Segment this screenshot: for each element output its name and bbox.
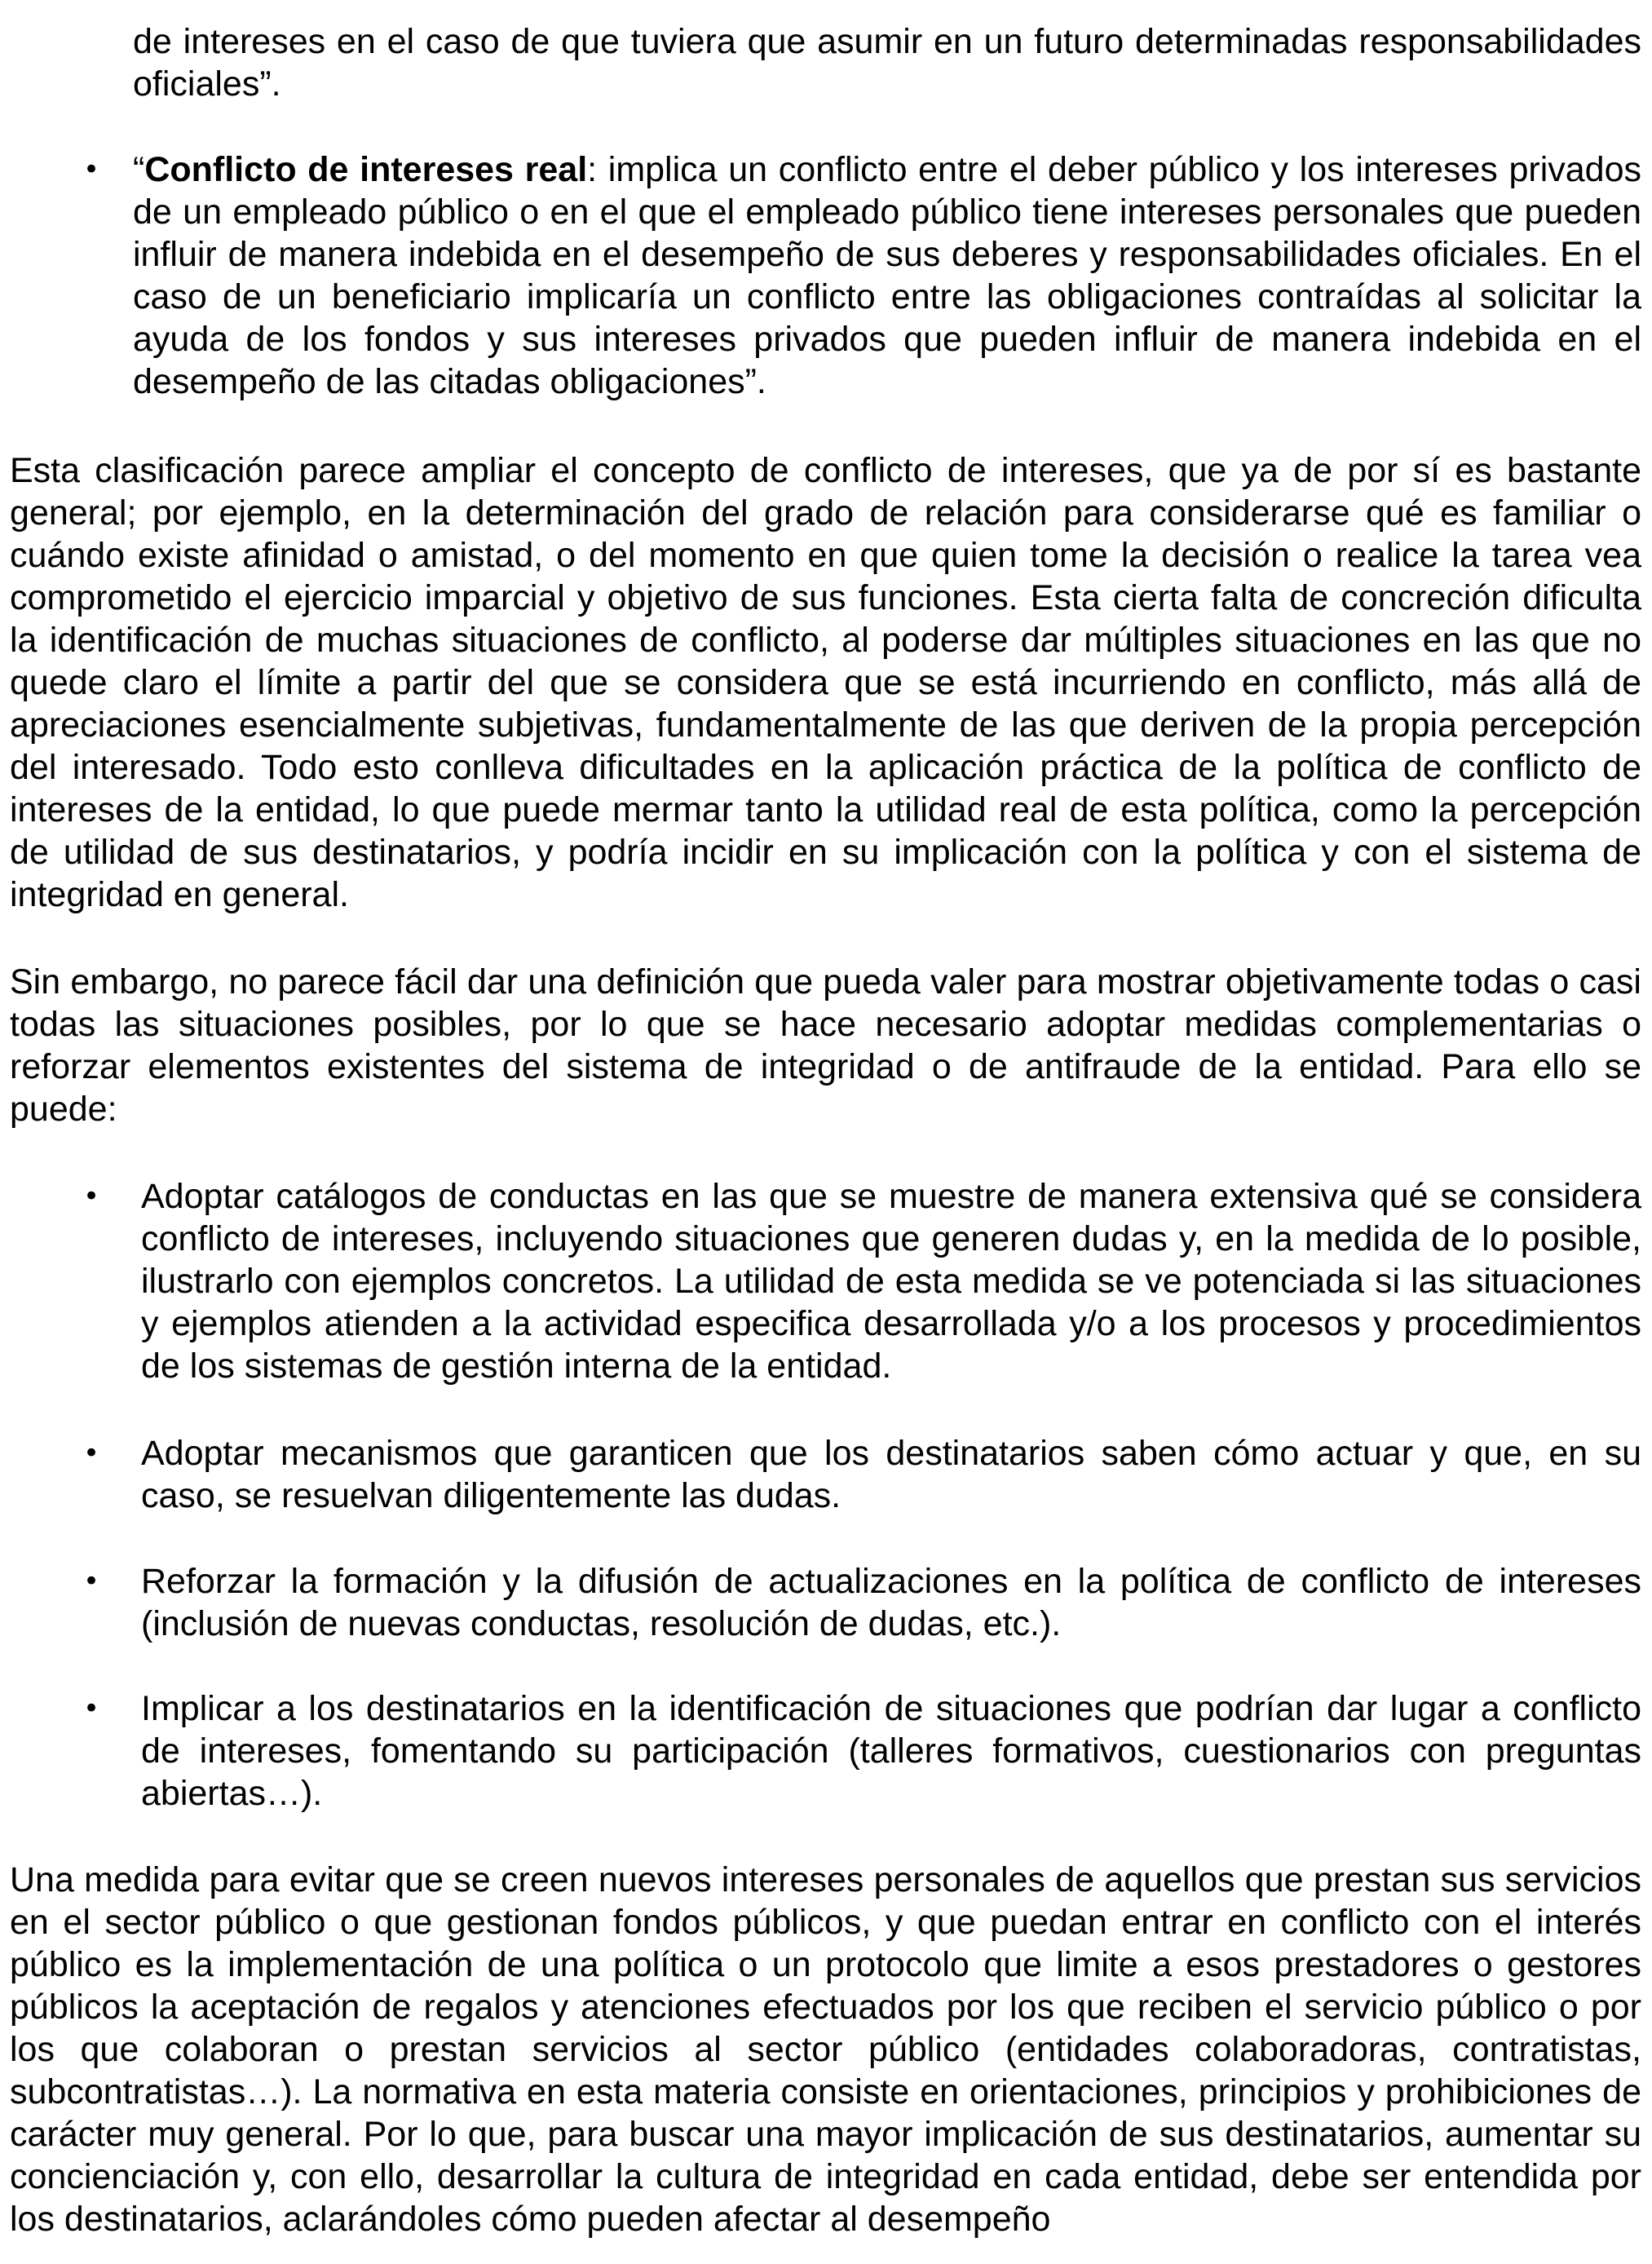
definition-term: Conflicto de intereses real: [144, 150, 588, 189]
measure-item-catalogos: Adoptar catálogos de conductas en las que se muestre de manera extensiva qué se considera conflicto de intereses, incluyendo situaciones que generen dudas y, en la medida de lo posible, ilustrarlo con ejemplos concretos. La utilidad de esta medida se ve potenciada si las situaciones y ejemplos atienden a la actividad especifica desarrollada y/o a los procesos y procedimientos de los sistemas de gestión interna de la entidad.: [141, 1177, 1641, 1386]
open-quote: “: [133, 150, 145, 189]
bullet-icon: •: [83, 1692, 100, 1725]
definition-conflicto-real: [133, 148, 1641, 403]
measure-item-implicar: Implicar a los destinatarios en la identificación de situaciones que podrían dar lugar a conflicto de intereses, fomentando su participación (talleres formativos, cuestionarios con preguntas abiertas…).: [141, 1689, 1641, 1813]
definition-text: : implica un conflicto entre el deber público y los intereses privados de un empleado público o en el que el empleado público tiene intereses personales que pueden influir de manera indebida en el desempeño de sus deberes y responsabilidades oficiales. En el caso de un beneficiario implicaría un conflicto entre las obligaciones contraídas al solicitar la ayuda de los fondos y sus intereses privados que pueden influir de manera indebida en el desempeño de las citadas obligaciones”.: [133, 150, 1641, 401]
bullet-icon: •: [83, 1437, 100, 1470]
paragraph-una-medida: Una medida para evitar que se creen nuevos intereses personales de aquellos que prestan sus servicios en el sector público o que gestionan fondos públicos, y que puedan entrar en conflicto con el interés público es la implementación de una política o un protocolo que limite a esos prestadores o gestores públicos la aceptación de regalos y atenciones efectuados por los que reciben el servicio público o por los que colaboran o prestan servicios al sector público (entidades colaboradoras, contratistas, subcontratistas…). La normativa en esta materia consiste en orientaciones, principios y prohibiciones de carácter muy general. Por lo que, para buscar una mayor implicación de sus destinatarios, aumentar su concienciación y, con ello, desarrollar la cultura de integridad en cada entidad, debe ser entendida por los destinatarios, aclarándoles cómo pueden afectar al desempeño: [10, 1860, 1641, 2239]
paragraph-clasificacion: Esta clasificación parece ampliar el concepto de conflicto de intereses, que ya de por sí es bastante general; por ejemplo, en la determinación del grado de relación para considerarse qué es familiar o cuándo existe afinidad o amistad, o del momento en que quien tome la decisión o realice la tarea vea comprometido el ejercicio imparcial y objetivo de sus funciones. Esta cierta falta de concreción dificulta la identificación de muchas situaciones de conflicto, al poderse dar múltiples situaciones en las que no quede claro el límite a partir del que se considera que se está incurriendo en conflicto, más allá de apreciaciones esencialmente subjetivas, fundamentalmente de las que deriven de la propia percepción del interesado. Todo esto conlleva dificultades en la aplicación práctica de la política de conflicto de intereses de la entidad, lo que puede mermar tanto la utilidad real de esta política, como la percepción de utilidad de sus destinatarios, y podría incidir en su implicación con la política y con el sistema de integridad en general.: [10, 451, 1641, 914]
measure-item-formacion: Reforzar la formación y la difusión de actualizaciones en la política de conflicto de intereses (inclusión de nuevas conductas, resolución de dudas, etc.).: [141, 1562, 1641, 1643]
bullet-icon: •: [83, 153, 100, 186]
continuation-text: de intereses en el caso de que tuviera que asumir en un futuro determinadas responsabilidades oficiales”.: [133, 22, 1641, 104]
bullet-icon: •: [83, 1565, 100, 1598]
measure-item-mecanismos: Adoptar mecanismos que garanticen que los destinatarios saben cómo actuar y que, en su caso, se resuelvan diligentemente las dudas.: [141, 1434, 1641, 1515]
paragraph-sin-embargo: Sin embargo, no parece fácil dar una definición que pueda valer para mostrar objetivamente todas o casi todas las situaciones posibles, por lo que se hace necesario adoptar medidas complementarias o reforzar elementos existentes del sistema de integridad o de antifraude de la entidad. Para ello se puede:: [10, 962, 1641, 1129]
bullet-icon: •: [83, 1180, 100, 1213]
